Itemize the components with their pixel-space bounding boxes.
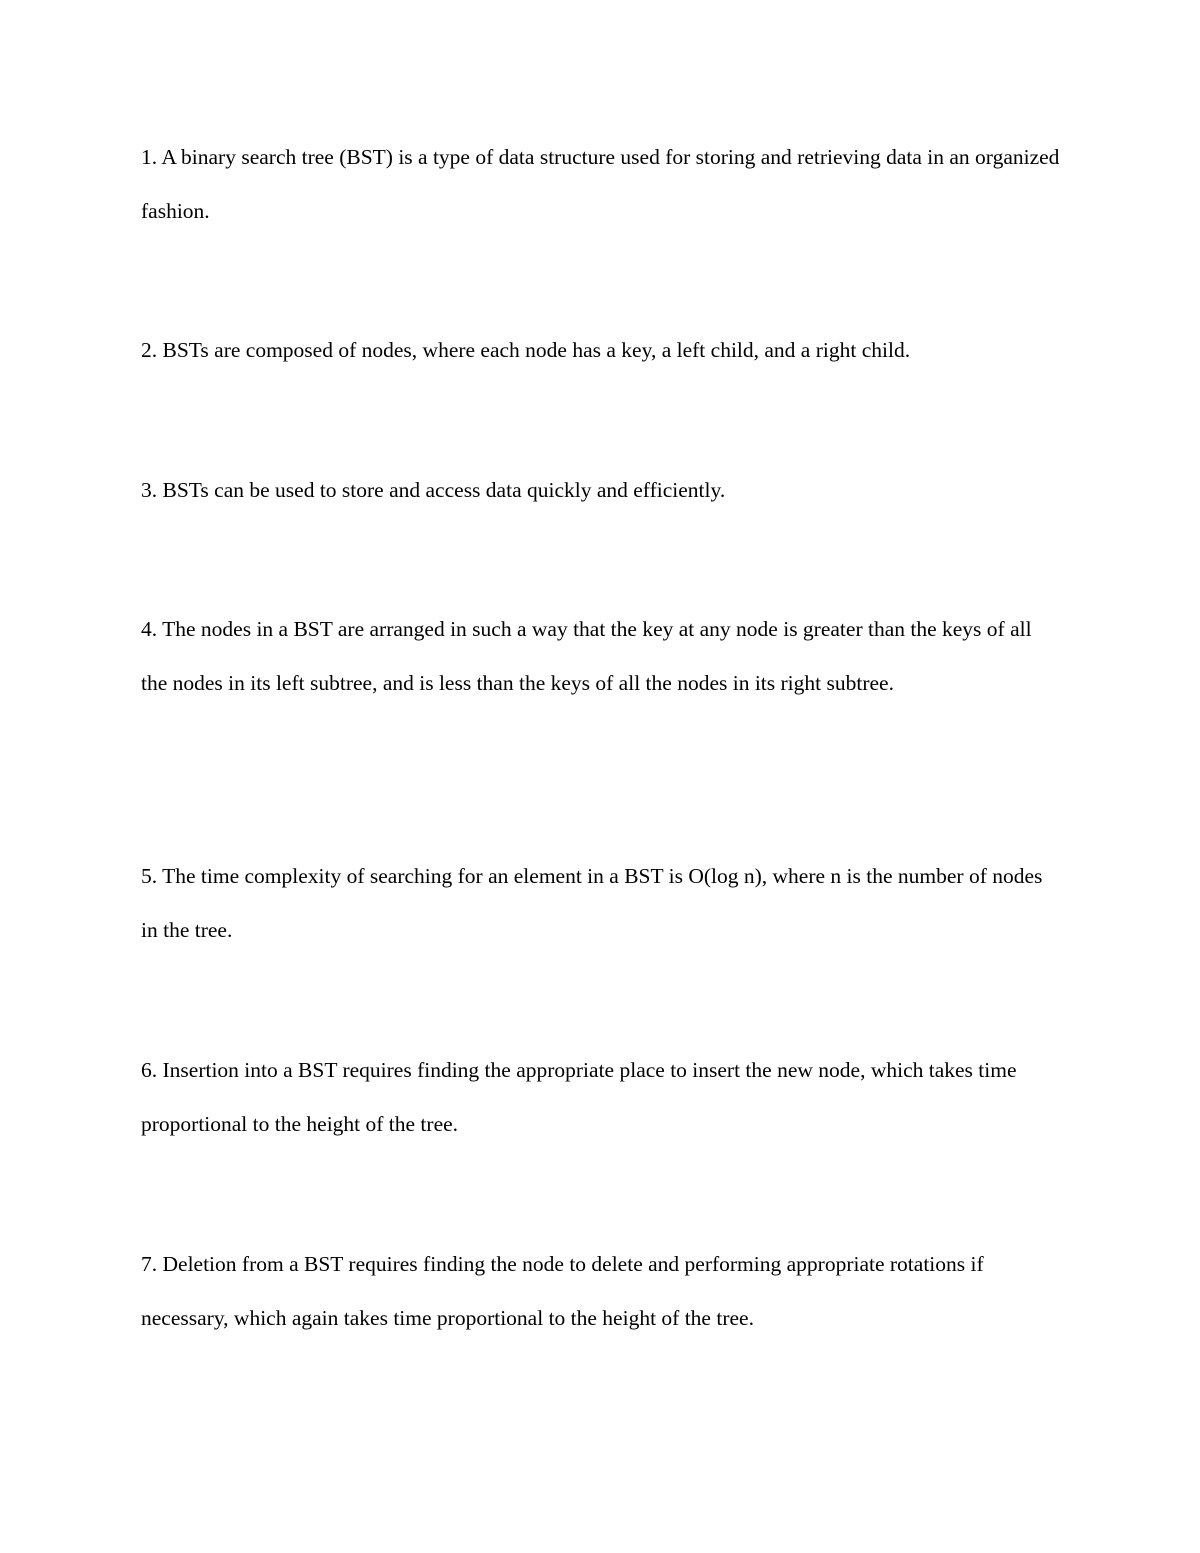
- paragraph-1: 1. A binary search tree (BST) is a type of data structure used for storing and retrieving data in an organized fashion.: [141, 145, 1060, 223]
- paragraph-5: 5. The time complexity of searching for an element in a BST is O(log n), where n is the number of nodes in the tree.: [141, 864, 1043, 942]
- paragraph-7: 7. Deletion from a BST requires finding the node to delete and performing appropriate rotations if necessary, which again takes time proportional to the height of the tree.: [141, 1252, 984, 1330]
- paragraph-2: 2. BSTs are composed of nodes, where each node has a key, a left child, and a right child.: [141, 338, 911, 362]
- paragraph-3: 3. BSTs can be used to store and access data quickly and efficiently.: [141, 478, 726, 502]
- paragraph-6: 6. Insertion into a BST requires finding the appropriate place to insert the new node, which takes time proportional to the height of the tree.: [141, 1058, 1017, 1136]
- paragraph-4: 4. The nodes in a BST are arranged in such a way that the key at any node is greater than the keys of all the nodes in its left subtree, and is less than the keys of all the nodes in its right subtree.: [141, 617, 1032, 695]
